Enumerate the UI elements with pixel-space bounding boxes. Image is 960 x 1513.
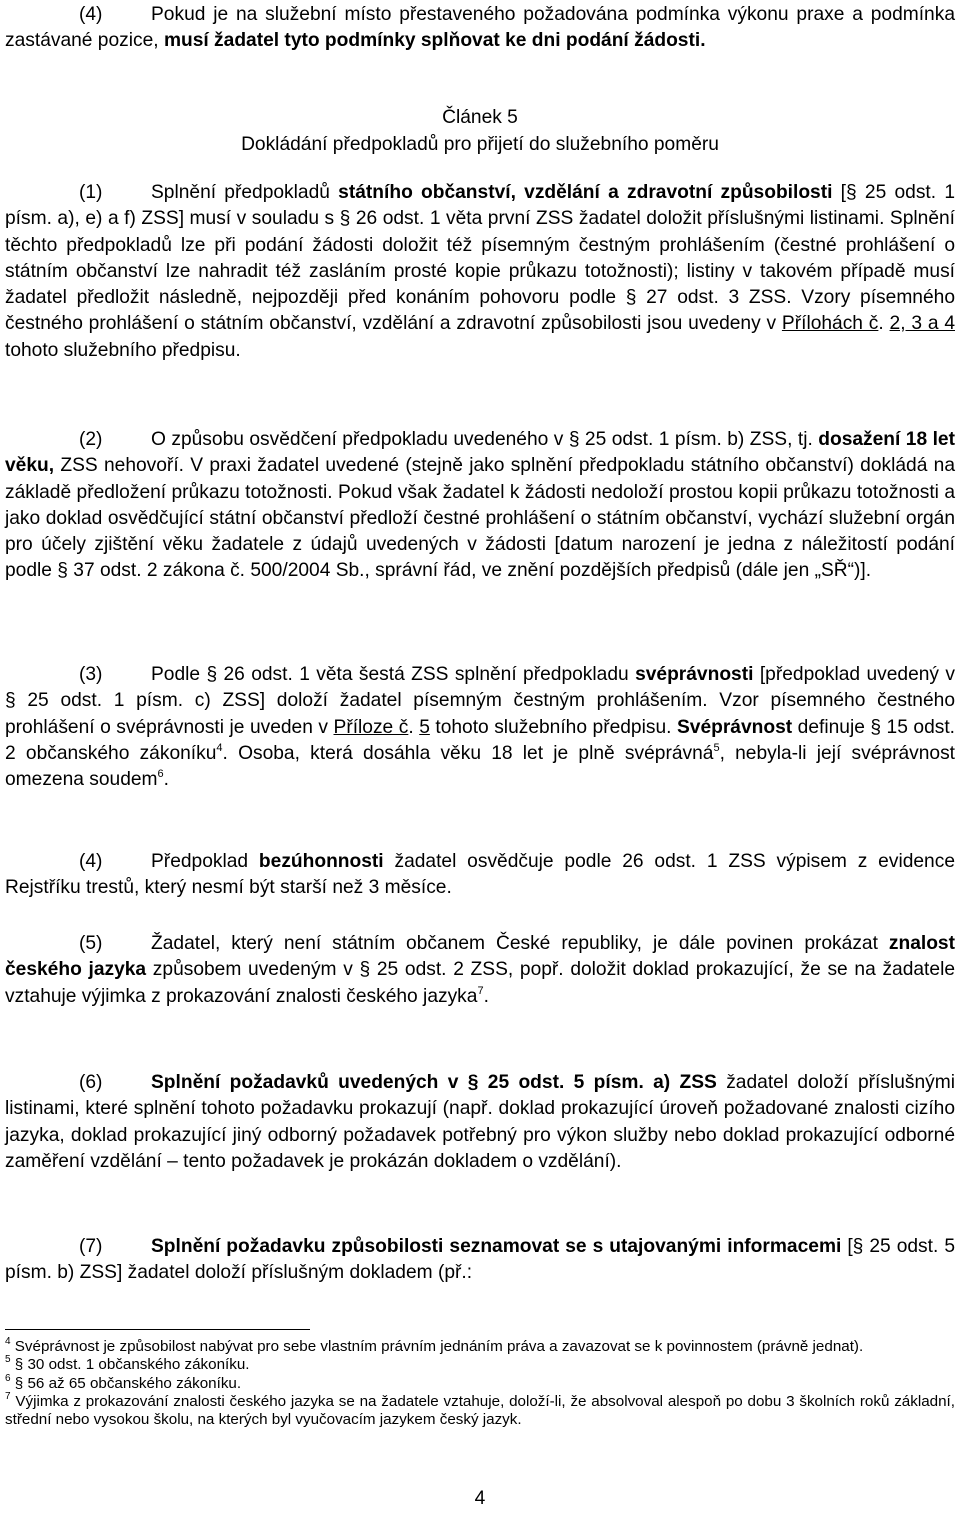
- footnote-4: [5, 1338, 955, 1356]
- footnote-ref[interactable]: 7: [477, 984, 484, 997]
- page-number: 4: [474, 1488, 486, 1509]
- paragraph-text: Žadatel, který není státním občanem České republiky, je dále povinen prokázat: [151, 933, 889, 954]
- paragraph-text: .: [483, 985, 489, 1007]
- paragraph-number: (6): [79, 1072, 103, 1093]
- footnote-6: [5, 1372, 955, 1393]
- bold-text: Splnění požadavku způsobilosti seznamovat se s utajovanými informacemi: [151, 1236, 842, 1257]
- paragraph-text: .: [878, 313, 890, 335]
- paragraph-text: způsobem uvedeným v § 25 odst. 2 ZSS, popř. doložit doklad prokazující, že se na žadatele vztahuje výjimka z prokazování znalosti českého jazyka: [5, 959, 955, 1007]
- bold-text: znalost českého jazyka: [5, 933, 955, 981]
- paragraph-6: [5, 1070, 955, 1175]
- paragraph-4: [5, 849, 955, 902]
- paragraph-number: (4): [79, 851, 103, 872]
- paragraph-text: žadatel osvědčuje podle 26 odst. 1 ZSS výpisem z evidence Rejstříku trestů, který nesmí být starší než 3 měsíce.: [5, 851, 955, 899]
- footnote-number: 6: [5, 1372, 11, 1384]
- footnote-number: 7: [5, 1390, 11, 1402]
- footnote-ref[interactable]: 6: [157, 768, 164, 781]
- paragraph-text: .: [163, 769, 169, 791]
- footnote-5: [5, 1356, 955, 1374]
- paragraph-number: (7): [79, 1236, 103, 1257]
- footnote-ref[interactable]: 4: [216, 741, 223, 754]
- paragraph-1: [5, 180, 955, 364]
- paragraph-number: (5): [79, 933, 103, 954]
- paragraph-5: [5, 931, 955, 1010]
- bold-text: Svéprávnost: [676, 716, 793, 738]
- paragraph-text: Podle § 26 odst. 1 věta šestá ZSS splnění předpokladu: [151, 664, 636, 685]
- paragraph-text: Splnění předpokladů: [151, 182, 339, 203]
- appendix-link[interactable]: Přílohách č: [781, 313, 879, 335]
- paragraph-number: (4): [79, 4, 103, 25]
- bold-text: musí žadatel tyto podmínky splňovat ke dni podání žádosti.: [163, 30, 706, 52]
- bold-text: bezúhonnosti: [258, 851, 384, 872]
- appendix-link[interactable]: Příloze č: [333, 716, 409, 738]
- paragraph-text: [§ 25 odst. 5 písm. b) ZSS] žadatel doloží příslušným dokladem (př.:: [5, 1236, 955, 1284]
- paragraph-text: .: [408, 716, 420, 738]
- footnote-separator: [5, 1329, 310, 1330]
- paragraph-text: . Osoba, která dosáhla věku 18 let je plně svéprávná: [222, 742, 714, 764]
- paragraph-text: , nebyla-li její svéprávnost omezena soudem: [5, 742, 955, 791]
- article-title-heading: Dokládání předpokladů pro přijetí do služebního poměru: [241, 134, 719, 155]
- footnote-7: [5, 1390, 955, 1430]
- paragraph-text: O způsobu osvědčení předpokladu uvedeného v § 25 odst. 1 písm. b) ZSS, tj.: [151, 429, 819, 450]
- paragraph-text: tohoto služebního předpisu.: [5, 339, 241, 361]
- paragraph-text: Pokud je na služební místo přestaveného požadována podmínka výkonu praxe a podmínka zastávané pozice,: [5, 4, 955, 52]
- footnote-ref[interactable]: 5: [713, 741, 720, 754]
- paragraph-text: [předpoklad uvedený v § 25 odst. 1 písm. c) ZSS] doloží žadatel písemným čestným prohlášením. Vzor písemného čestného prohlášení o svéprávnosti je uveden v: [5, 664, 955, 738]
- footnote-text: Svéprávnost je způsobilost nabývat pro sebe vlastním právním jednáním práva a zavazovat se k povinnostem (právně jednat).: [14, 1338, 864, 1355]
- paragraph-number: (1): [79, 182, 103, 203]
- paragraph-number: (3): [79, 664, 103, 685]
- footnote-text: Výjimka z prokazování znalosti českého jazyka se na žadatele vztahuje, doloží-li, že absolvoval alespoň po dobu 3 školních roků základní, střední nebo vysokou školu, na kterých byl vyučovacím jazykem český jazyk.: [5, 1392, 955, 1429]
- paragraph-7: [5, 1234, 955, 1287]
- paragraph-text: tohoto služebního předpisu.: [429, 716, 677, 738]
- article-number-heading: Článek 5: [442, 107, 518, 128]
- bold-text: Splnění požadavků uvedených v § 25 odst. 5 písm. a) ZSS: [151, 1072, 717, 1093]
- appendix-link[interactable]: 2, 3 a 4: [889, 313, 955, 335]
- paragraph-2: [5, 427, 955, 585]
- appendix-link[interactable]: 5: [419, 716, 430, 738]
- bold-text: dosažení 18 let věku,: [5, 429, 955, 477]
- paragraph-text: Předpoklad: [151, 851, 259, 872]
- footnotes: [5, 1338, 955, 1429]
- paragraph-number: (2): [79, 429, 103, 450]
- paragraph-text: ZSS nehovoří. V praxi žadatel uvedené (stejně jako splnění předpokladu státního občanství) dokládá na základě předložení průkazu totožnosti. Pokud však žadatel k žádosti nedoloží prostou kopii průkazu totožnosti a jako doklad osvědčující státní občanství předloží čestné prohlášení o státním občanství, vychází služební orgán pro účely zjištění věku žadatele z údajů uvedených v žádosti [datum narození je jedna z náležitostí podání podle § 37 odst. 2 zákona č. 500/2004 Sb., správní řád, ve znění pozdějších předpisů (dále jen „SŘ“)].: [5, 455, 955, 582]
- paragraph-text: [§ 25 odst. 1 písm. a), e) a f) ZSS] musí v souladu s § 26 odst. 1 věta první ZSS žadatel doložit příslušnými listinami. Splnění těchto předpokladů lze při podání žádosti doložit též písemným čestným prohlášením (čestné prohlášení o státním občanství lze nahradit též zasláním prosté kopie průkazu totožnosti); listiny v takovém případě musí žadatel předložit následně, nejpozději před konáním pohovoru podle § 27 odst. 3 ZSS. Vzory písemného čestného prohlášení o státním občanství, vzdělání a zdravotní způsobilosti jsou uvedeny v: [5, 182, 956, 335]
- bold-text: svéprávnosti: [635, 664, 754, 685]
- paragraph-3: [5, 662, 955, 793]
- paragraph-text: definuje § 15 odst. 2 občanského zákoníku: [5, 716, 956, 764]
- footnote-number: 5: [5, 1354, 11, 1366]
- paragraph-4-previous: [5, 2, 955, 55]
- footnote-number: 4: [5, 1336, 11, 1347]
- bold-text: státního občanství, vzdělání a zdravotní způsobilosti: [338, 182, 833, 203]
- paragraph-text: žadatel doloží příslušnými listinami, které splnění tohoto požadavku prokazují (např. doklad prokazující úroveň požadované znalosti cizího jazyka, doklad prokazující jiný odborný požadavek potřebný pro výkon služby nebo doklad prokazující odborné zaměření vzdělání – tento požadavek je prokázán dokladem o vzdělání).: [5, 1072, 956, 1172]
- footnote-text: § 30 odst. 1 občanského zákoníku.: [14, 1356, 250, 1374]
- footnote-text: § 56 až 65 občanského zákoníku.: [14, 1374, 242, 1392]
